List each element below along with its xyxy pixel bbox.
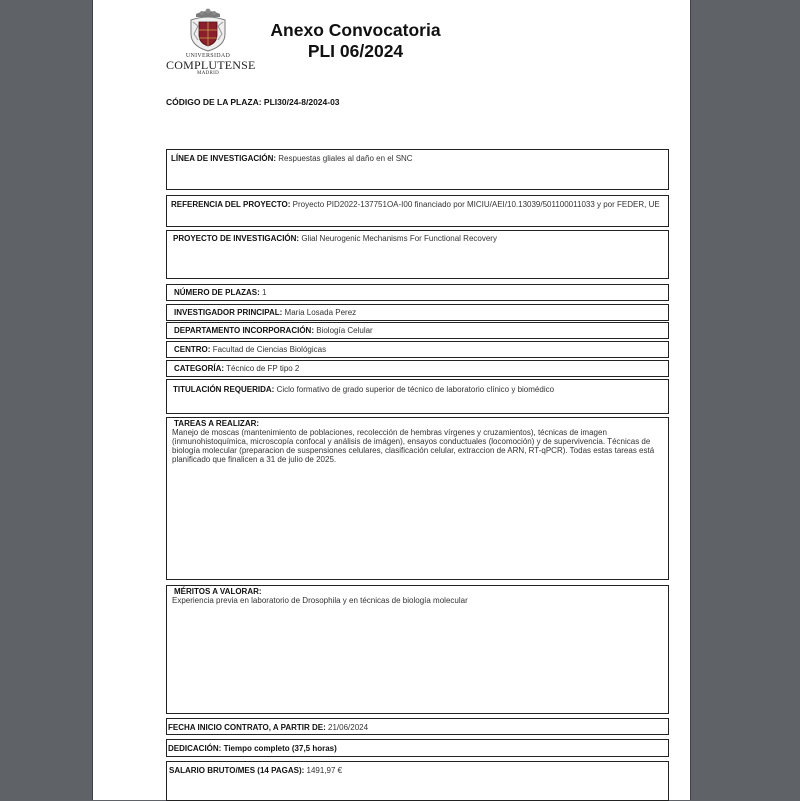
field-label: FECHA INICIO CONTRATO, A PARTIR DE: bbox=[168, 723, 326, 732]
field-label: CATEGORÍA: bbox=[174, 364, 225, 373]
field-value: 21/06/2024 bbox=[328, 723, 369, 732]
field-label: DEPARTAMENTO INCORPORACIÓN: bbox=[174, 326, 314, 335]
field-value: 1 bbox=[262, 288, 267, 297]
field-salario bbox=[166, 761, 669, 801]
field-label: SALARIO BRUTO/MES (14 PAGAS): bbox=[169, 766, 305, 775]
title-line-1: Anexo Convocatoria bbox=[270, 20, 441, 40]
field-label: REFERENCIA DEL PROYECTO: bbox=[171, 200, 291, 209]
field-titulacion bbox=[166, 379, 669, 414]
field-label: DEDICACIÓN: bbox=[168, 744, 222, 753]
field-label: NÚMERO DE PLAZAS: bbox=[174, 288, 260, 297]
field-meritos bbox=[166, 585, 669, 714]
field-value: Técnico de FP tipo 2 bbox=[226, 364, 300, 373]
university-logo bbox=[166, 8, 256, 80]
logo-line-complutense: COMPLUTENSE bbox=[166, 58, 256, 72]
field-proyecto bbox=[166, 230, 669, 279]
field-departamento bbox=[166, 322, 669, 339]
field-value: Ciclo formativo de grado superior de técnico de laboratorio clínico y biomédico bbox=[276, 385, 555, 394]
field-value: Tiempo completo (37,5 horas) bbox=[223, 744, 337, 753]
field-value: Glial Neurogenic Mechanisms For Functional Recovery bbox=[301, 234, 497, 243]
field-value: Facultad de Ciencias Biológicas bbox=[212, 345, 327, 354]
logo-line-madrid: MADRID bbox=[196, 71, 220, 76]
field-label: TITULACIÓN REQUERIDA: bbox=[173, 385, 275, 394]
field-label: CENTRO: bbox=[174, 345, 211, 354]
document-page bbox=[92, 0, 691, 800]
field-value: Respuestas gliales al daño en el SNC bbox=[278, 154, 413, 163]
field-label: INVESTIGADOR PRINCIPAL: bbox=[174, 308, 283, 317]
position-code-label: CÓDIGO DE LA PLAZA: bbox=[166, 97, 262, 107]
field-label: TAREAS A REALIZAR: bbox=[174, 419, 260, 428]
field-value: Biología Celular bbox=[316, 326, 373, 335]
field-value: Manejo de moscas (mantenimiento de poblaciones, recolección de hembras vírgenes y cruzamientos), técnicas de imagen (inmunohistoquímica, microscopía confocal y análisis de imágen), ensayos conductuales (locomoción) y de supervivencia. Técnicas de biología molecular (preparacion de suspensiones celulares, clasificación celular, extraccion de ARN, RT-qPCR). Todas estas tareas está planificado que finalicen a 31 de julio de 2025. bbox=[172, 428, 655, 464]
field-numero bbox=[166, 284, 669, 301]
field-dedicacion bbox=[166, 739, 669, 757]
logo-line-university: UNIVERSIDAD bbox=[185, 53, 231, 59]
field-linea bbox=[166, 149, 669, 190]
field-investigador bbox=[166, 304, 669, 321]
field-value: Proyecto PID2022-137751OA-I00 financiado por MICIU/AEI/10.13039/501100011033 y por FEDER, UE bbox=[292, 200, 660, 209]
crest-icon bbox=[188, 8, 228, 52]
field-categoria bbox=[166, 360, 669, 377]
field-value: Maria Losada Perez bbox=[284, 308, 357, 317]
document-title bbox=[258, 20, 453, 62]
field-value: 1491,97 € bbox=[306, 766, 343, 775]
field-tareas bbox=[166, 417, 669, 580]
field-label: MÉRITOS A VALORAR: bbox=[174, 587, 262, 596]
field-fecha bbox=[166, 718, 669, 735]
field-centro bbox=[166, 341, 669, 358]
title-line-2: PLI 06/2024 bbox=[307, 41, 404, 61]
field-label: PROYECTO DE INVESTIGACIÓN: bbox=[173, 234, 300, 243]
field-referencia bbox=[166, 195, 669, 227]
position-code bbox=[166, 97, 340, 107]
field-label: LÍNEA DE INVESTIGACIÓN: bbox=[171, 154, 277, 163]
position-code-value: PLI30/24-8/2024-03 bbox=[263, 97, 340, 107]
field-value: Experiencia previa en laboratorio de Drosophila y en técnicas de biología molecular bbox=[172, 596, 468, 605]
